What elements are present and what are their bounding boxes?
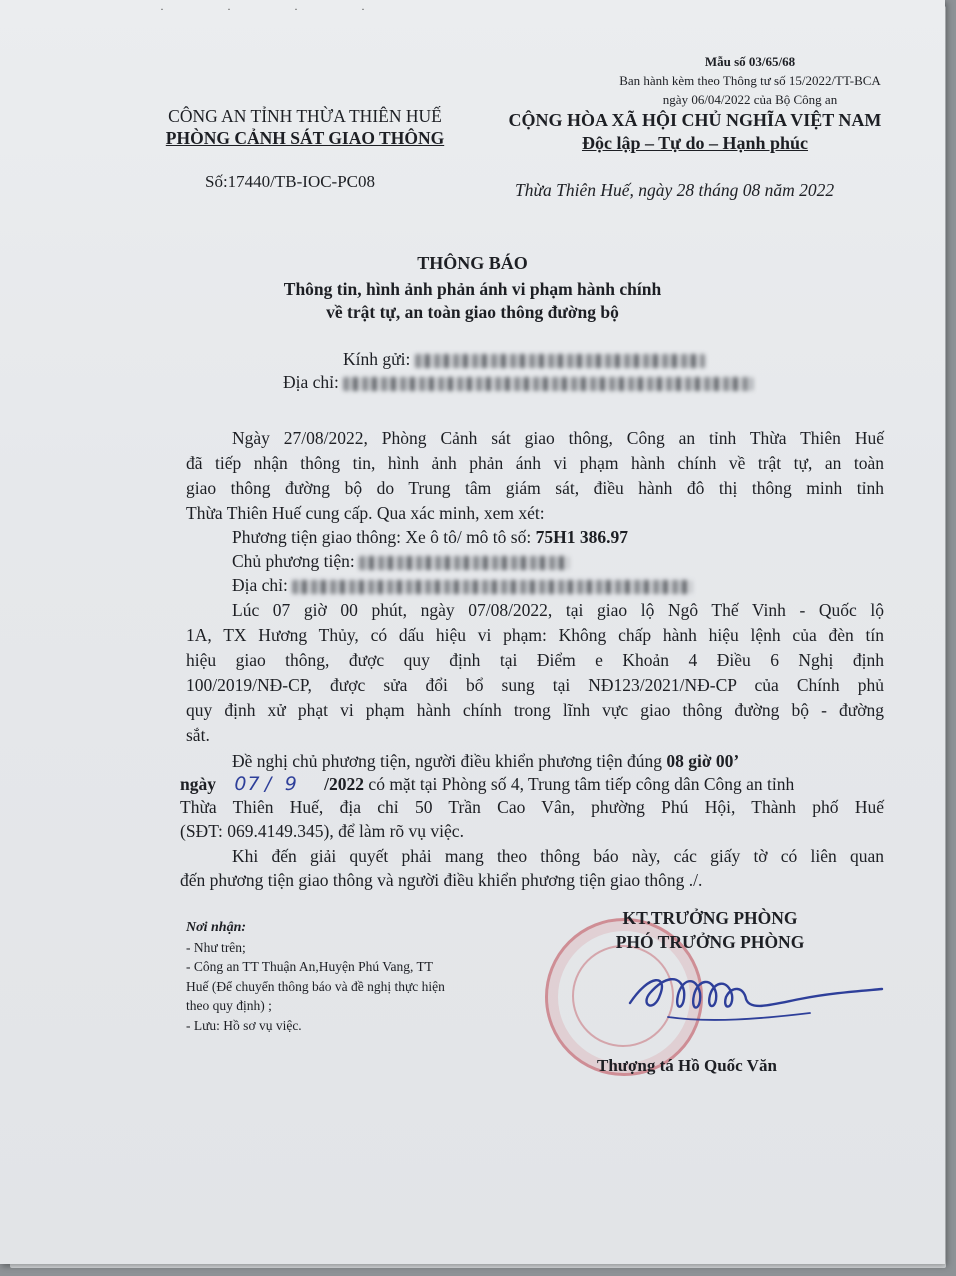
form-issued-with: Ban hành kèm theo Thông tư số 15/2022/TT-BCA	[619, 73, 881, 88]
handwritten-separator: /	[264, 773, 273, 795]
paragraph-2-line-5: quy định xử phạt vi phạm hành chính trong lĩnh vực giao thông đường bộ - đường	[186, 700, 884, 720]
paragraph-3-line-3: Thừa Thiên Huế, địa chỉ 50 Trần Cao Vân, phường Phú Hội, Thành phố Huế	[180, 797, 884, 817]
signature-title-2: PHÓ TRƯỞNG PHÒNG	[615, 932, 805, 952]
owner-address-label: Địa chỉ:	[232, 575, 288, 595]
recipient-item: - Như trên;	[186, 939, 246, 955]
paragraph-3-line-4: (SĐT: 069.4149.345), để làm rõ vụ việc.	[180, 821, 464, 841]
date-label: ngày	[180, 774, 216, 794]
paragraph-2-line-2: 1A, TX Hương Thủy, có dấu hiệu vi phạm: Không chấp hành hiệu lệnh của đèn tín	[186, 625, 884, 645]
paragraph-2-line-3: hiệu giao thông, được quy định tại Điểm e Khoản 4 Điều 6 Nghị định	[186, 650, 884, 670]
nation-motto	[470, 133, 920, 154]
paragraph-3-line-2	[180, 773, 794, 795]
paragraph-1-line-2: đã tiếp nhận thông tin, hình ảnh phản ánh vi phạm hành chính về trật tự, an toàn	[186, 453, 884, 473]
recipient-item: theo quy định) ;	[186, 998, 272, 1013]
redacted-recipient-address	[343, 377, 753, 391]
handwritten-day: 07	[234, 773, 261, 795]
notice-title: THÔNG BÁO	[417, 253, 528, 273]
paragraph-1-line-1: Ngày 27/08/2022, Phòng Cảnh sát giao thông, Công an tỉnh Thừa Thiên Huế	[232, 428, 884, 448]
license-plate: 75H1 386.97	[535, 527, 628, 547]
nation-motto-text: Độc lập – Tự do – Hạnh phúc	[581, 133, 809, 153]
paragraph-3-line-1	[232, 751, 739, 772]
nation-name: CỘNG HÒA XÃ HỘI CHỦ NGHĨA VIỆT NAM	[508, 110, 882, 130]
agency-name-text: PHÒNG CẢNH SÁT GIAO THÔNG	[165, 128, 445, 148]
vehicle-label: Phương tiện giao thông: Xe ô tô/ mô tô số:	[232, 527, 532, 547]
form-number: Mẫu số 03/65/68	[704, 54, 796, 69]
signature-title-1: KT.TRƯỞNG PHÒNG	[622, 908, 798, 928]
notice-subtitle-2: về trật tự, an toàn giao thông đường bộ	[326, 302, 619, 322]
recipients-block	[186, 918, 445, 1035]
document-number: Số:17440/TB-IOC-PC08	[205, 172, 376, 191]
appointment-location: có mặt tại Phòng số 4, Trung tâm tiếp công dân Công an tỉnh	[368, 774, 795, 794]
appointment-year: /2022	[324, 774, 365, 794]
recipient-item: Huế (Để chuyển thông báo và đề nghị thực hiện	[186, 978, 445, 994]
address-line	[283, 372, 753, 393]
notice-subtitle-1: Thông tin, hình ảnh phản ánh vi phạm hành chính	[283, 279, 662, 299]
form-issued-date: ngày 06/04/2022 của Bộ Công an	[662, 92, 838, 107]
recipient-item: - Công an TT Thuận An,Huyện Phú Vang, TT	[186, 959, 433, 974]
appointment-time: 08 giờ 00’	[666, 751, 740, 771]
paragraph-4-line-2: đến phương tiện giao thông và người điều khiển phương tiện giao thông ./.	[180, 870, 703, 890]
address-label: Địa chỉ:	[283, 372, 339, 392]
recipient-item: - Lưu: Hồ sơ vụ việc.	[186, 1017, 302, 1033]
redacted-recipient-name	[415, 354, 705, 368]
paragraph-1-line-3: giao thông đường bộ do Trung tâm giám sát, điều hành đô thị thông minh tỉnh	[186, 478, 884, 498]
recipients-heading: Nơi nhận:	[186, 920, 247, 935]
request-text: Đề nghị chủ phương tiện, người điều khiển phương tiện đúng	[232, 751, 662, 771]
handwritten-month: 9	[284, 773, 298, 795]
addressee-label: Kính gửi:	[343, 349, 411, 369]
place-date: Thừa Thiên Huế, ngày 28 tháng 08 năm 2022	[515, 180, 835, 200]
agency-parent: CÔNG AN TỈNH THỪA THIÊN HUẾ	[168, 106, 442, 126]
handwritten-signature	[620, 965, 890, 1035]
owner-line	[232, 551, 569, 572]
owner-address-line	[232, 575, 692, 596]
page-speckles: · · · ·	[160, 2, 395, 16]
paragraph-4-line-1: Khi đến giải quyết phải mang theo thông báo này, các giấy tờ có liên quan	[232, 846, 884, 866]
signer-name: Thượng tá Hồ Quốc Văn	[597, 1056, 777, 1075]
paragraph-1-line-4: Thừa Thiên Huế cung cấp. Qua xác minh, xem xét:	[186, 503, 545, 523]
paragraph-2-line-4: 100/2019/NĐ-CP, được sửa đổi bổ sung tại NĐ123/2021/NĐ-CP của Chính phủ	[186, 675, 884, 695]
paragraph-2-line-1: Lúc 07 giờ 00 phút, ngày 07/08/2022, tại giao lộ Ngô Thế Vinh - Quốc lộ	[232, 600, 884, 620]
vehicle-line	[232, 527, 628, 548]
paragraph-2-line-6: sắt.	[186, 725, 210, 745]
redacted-owner-name	[359, 556, 569, 570]
owner-label: Chủ phương tiện:	[232, 551, 355, 571]
redacted-owner-address	[292, 580, 692, 594]
addressee-line	[343, 349, 705, 370]
agency-name	[110, 128, 500, 149]
